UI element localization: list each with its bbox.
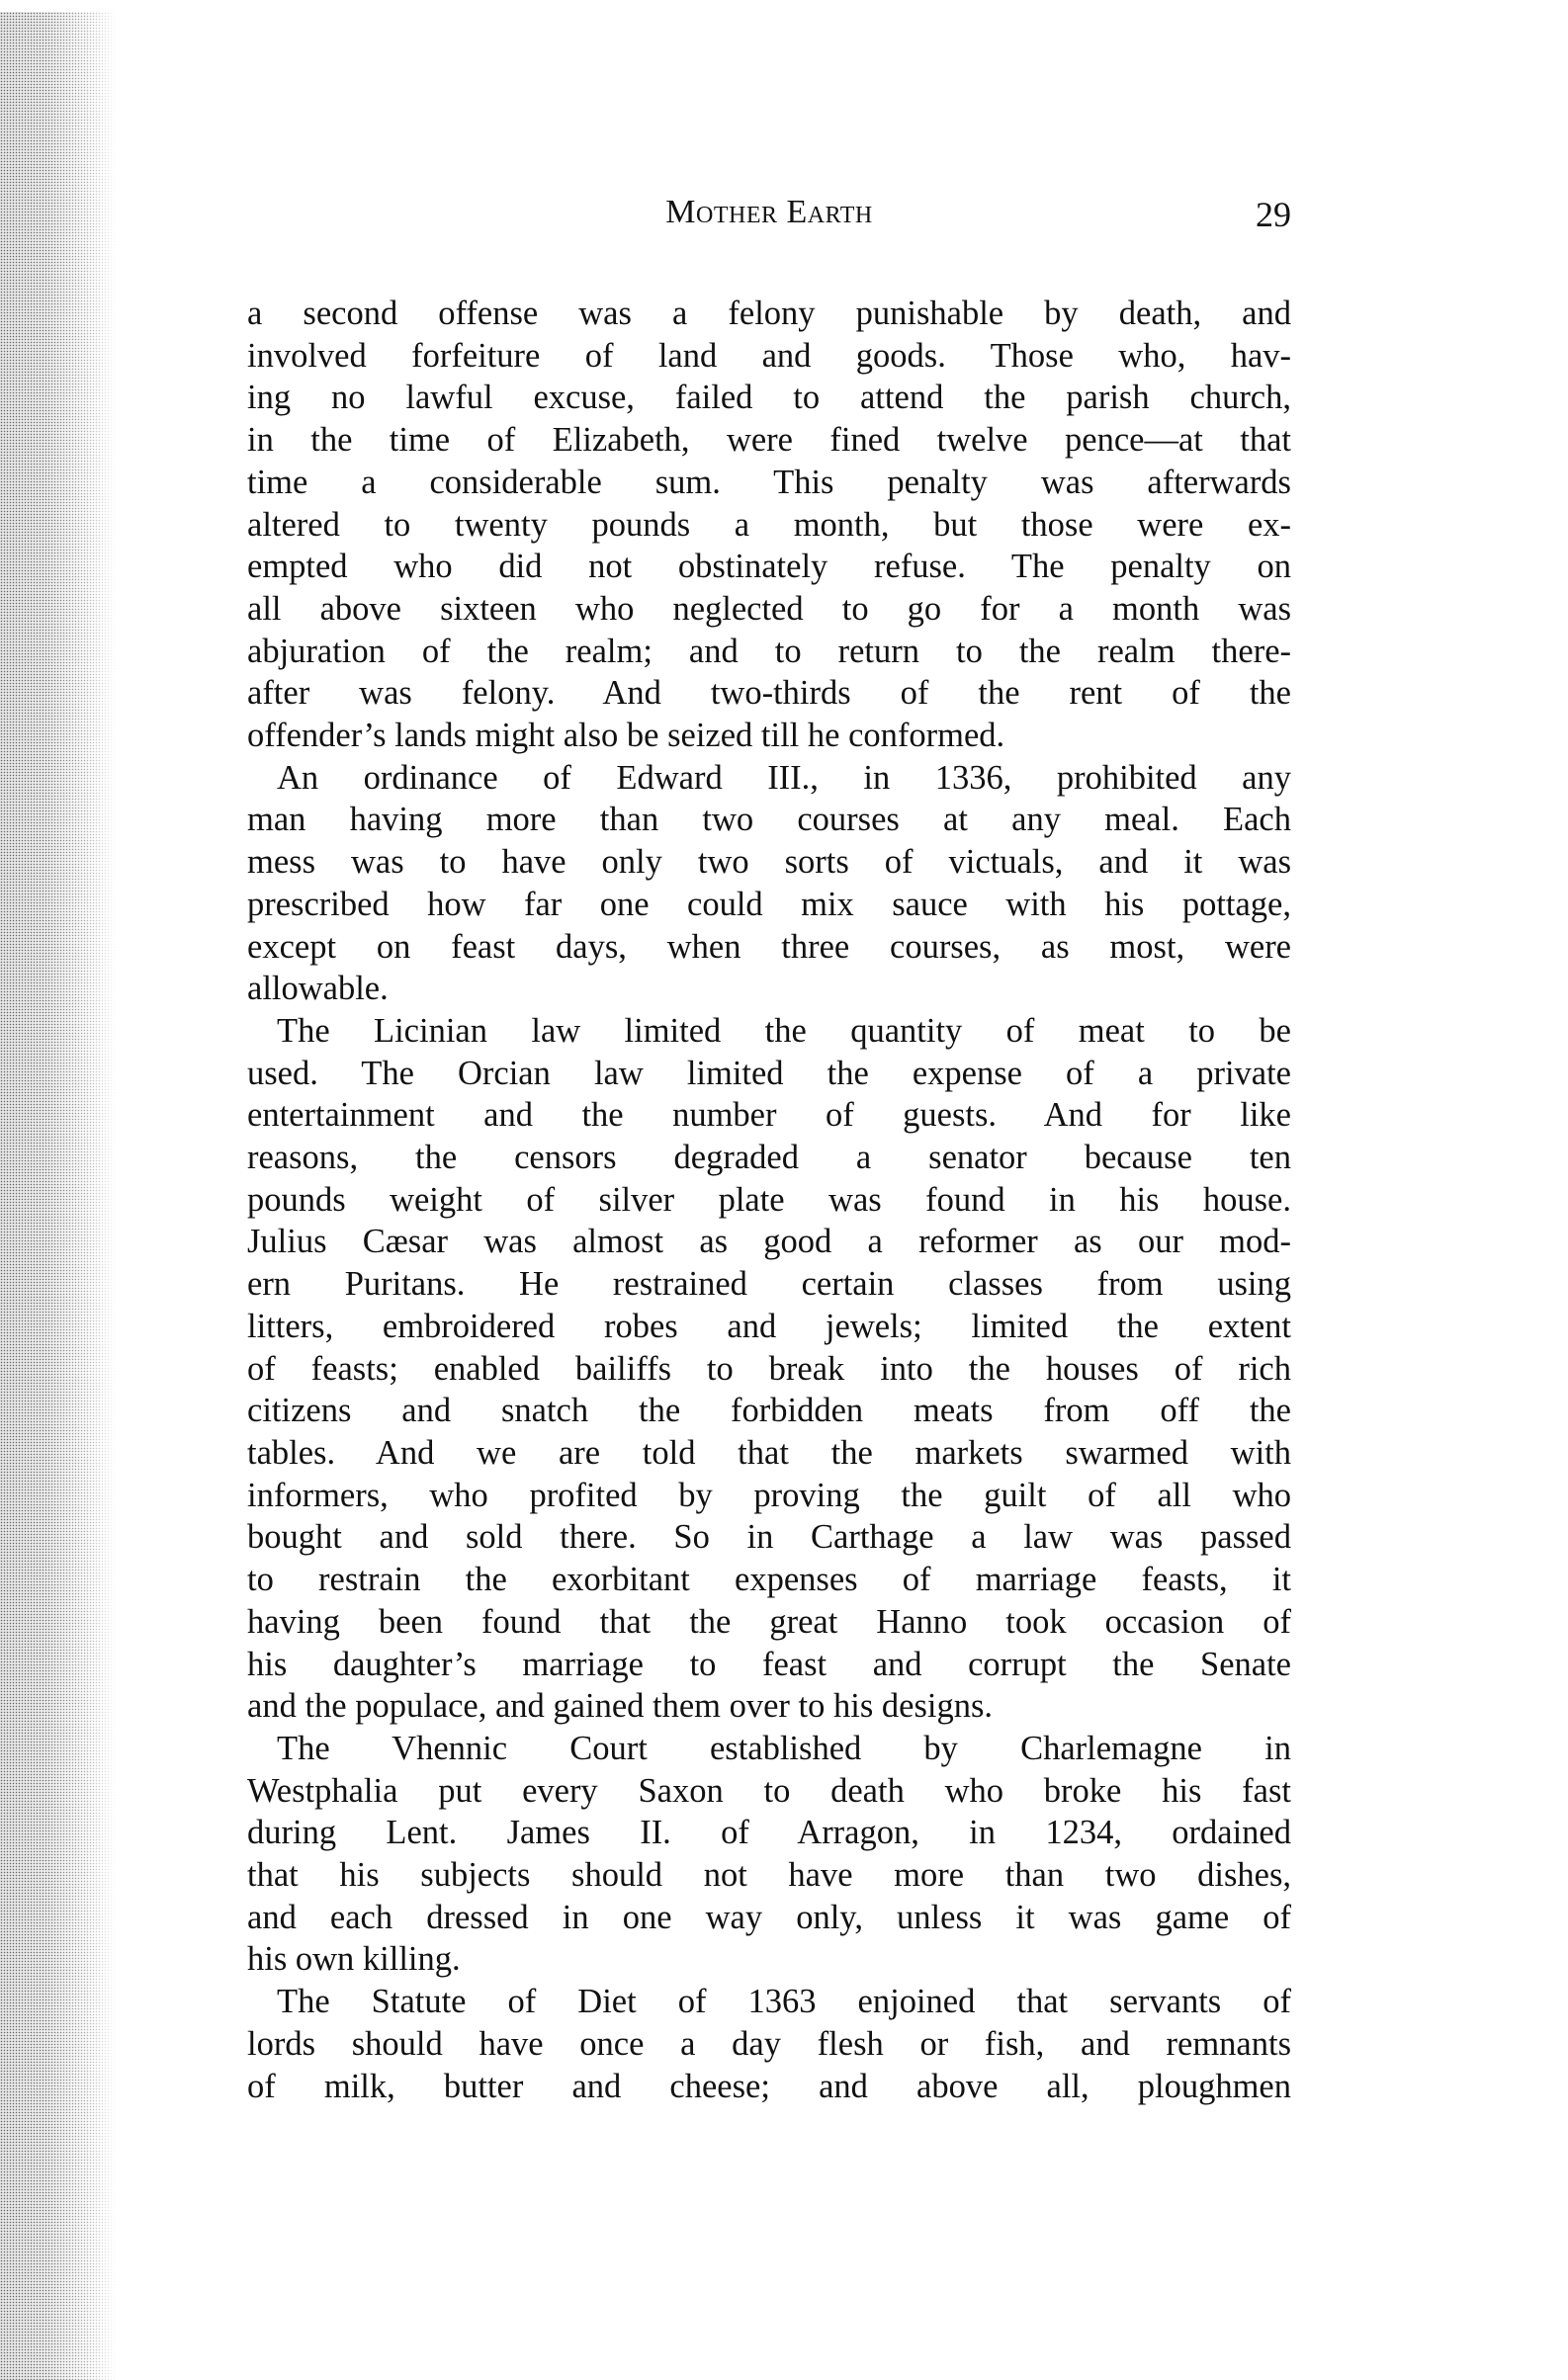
- text-line: tables. And we are told that the markets swarmed with: [247, 1433, 1291, 1472]
- text-line: empted who did not obstinately refuse. The penalty on: [247, 548, 1291, 586]
- text-line: time a considerable sum. This penalty was afterwards: [247, 463, 1291, 501]
- text-line: The Statute of Diet of 1363 enjoined that servants of: [277, 1983, 1291, 2021]
- paragraph: [247, 293, 1291, 757]
- text-line: a second offense was a felony punishable by death, and: [247, 295, 1291, 332]
- paragraph: [247, 1010, 1291, 1728]
- text-line: citizens and snatch the forbidden meats from off the: [247, 1392, 1291, 1430]
- text-line: after was felony. And two-thirds of the rent of the: [247, 674, 1291, 713]
- text-line: except on feast days, when three courses, as most, were: [247, 927, 1291, 966]
- text-line: The Vhennic Court established by Charlemagne in: [277, 1729, 1291, 1767]
- paragraph: [247, 757, 1291, 1010]
- page-number: 29: [1256, 195, 1291, 234]
- text-line: man having more than two courses at any meal. Each: [247, 801, 1291, 839]
- text-line: bought and sold there. So in Carthage a law was passed: [247, 1518, 1291, 1557]
- text-line: in the time of Elizabeth, were fined twelve pence—at that: [247, 421, 1291, 460]
- text-line: An ordinance of Edward III., in 1336, prohibited any: [277, 758, 1291, 797]
- text-line: and each dressed in one way only, unless it was game of: [247, 1898, 1291, 1936]
- text-line: altered to twenty pounds a month, but those were ex-: [247, 505, 1291, 544]
- text-line: all above sixteen who neglected to go for a month was: [247, 589, 1291, 628]
- text-line: during Lent. James II. of Arragon, in 1234, ordained: [247, 1814, 1291, 1852]
- text-line: abjuration of the realm; and to return to the realm there-: [247, 632, 1291, 670]
- book-page: [247, 194, 1291, 2107]
- text-line: involved forfeiture of land and goods. Those who, hav-: [247, 336, 1291, 375]
- text-line: reasons, the censors degraded a senator because ten: [247, 1139, 1291, 1177]
- text-line: his own killing.: [247, 1940, 461, 1979]
- text-line: that his subjects should not have more than two dishes,: [247, 1856, 1291, 1895]
- body-text: [247, 293, 1291, 2107]
- running-head: [247, 194, 1291, 253]
- text-line: having been found that the great Hanno took occasion of: [247, 1602, 1291, 1641]
- text-line: offender’s lands might also be seized till he conformed.: [247, 717, 1005, 755]
- text-line: Julius Cæsar was almost as good a reformer as our mod-: [247, 1223, 1291, 1261]
- text-line: ing no lawful excuse, failed to attend the parish church,: [247, 379, 1291, 417]
- text-line: entertainment and the number of guests. And for like: [247, 1096, 1291, 1135]
- text-line: informers, who profited by proving the guilt of all who: [247, 1476, 1291, 1514]
- scan-gutter-shading: [0, 12, 117, 2380]
- text-line: used. The Orcian law limited the expense of a private: [247, 1054, 1291, 1092]
- text-line: litters, embroidered robes and jewels; limited the extent: [247, 1307, 1291, 1345]
- text-line: of feasts; enabled bailiffs to break into the houses of rich: [247, 1349, 1291, 1388]
- text-line: to restrain the exorbitant expenses of marriage feasts, it: [247, 1561, 1291, 1599]
- text-line: allowable.: [247, 970, 389, 1008]
- text-line: prescribed how far one could mix sauce with his pottage,: [247, 885, 1291, 923]
- text-line: lords should have once a day flesh or fish, and remnants: [247, 2024, 1291, 2063]
- text-line: The Licinian law limited the quantity of meat to be: [277, 1011, 1291, 1050]
- text-line: pounds weight of silver plate was found in his house.: [247, 1180, 1291, 1219]
- paragraph: [247, 1728, 1291, 1981]
- running-title: Mother Earth: [665, 194, 873, 230]
- text-line: his daughter’s marriage to feast and corrupt the Senate: [247, 1645, 1291, 1683]
- text-line: ern Puritans. He restrained certain classes from using: [247, 1265, 1291, 1304]
- text-line: mess was to have only two sorts of victuals, and it was: [247, 843, 1291, 882]
- text-line: and the populace, and gained them over to his designs.: [247, 1687, 994, 1726]
- text-line: of milk, butter and cheese; and above all, ploughmen: [247, 2067, 1291, 2105]
- text-line: Westphalia put every Saxon to death who broke his fast: [247, 1771, 1291, 1810]
- paragraph: [247, 1981, 1291, 2107]
